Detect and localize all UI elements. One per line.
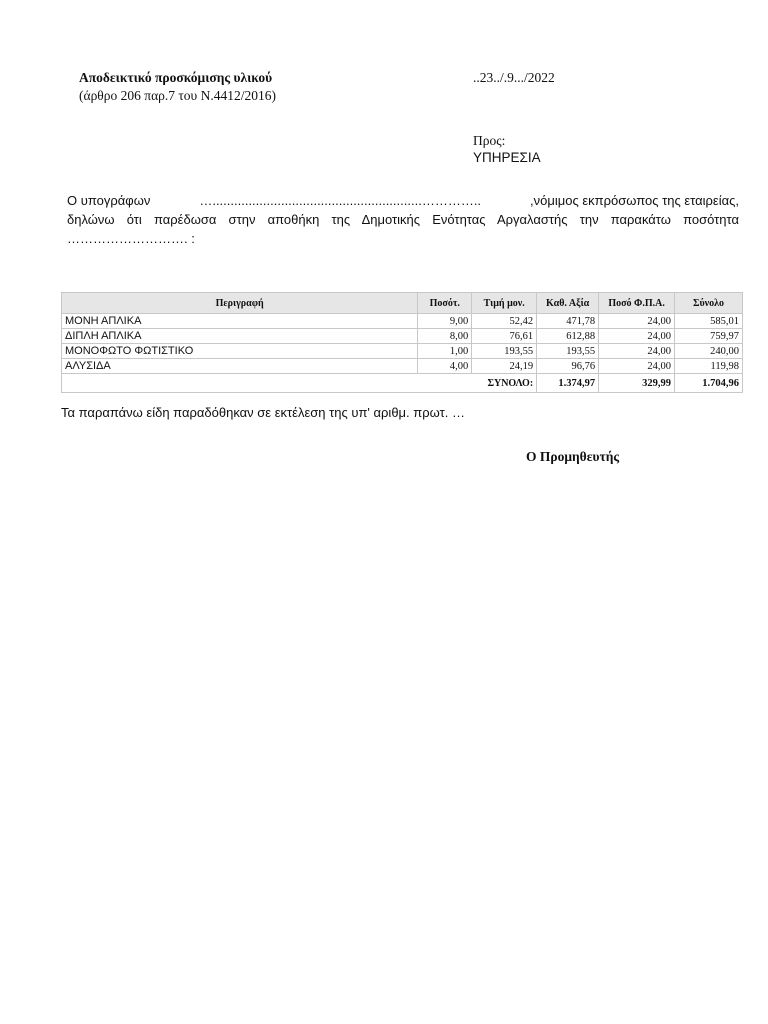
legal-reference: (άρθρο 206 παρ.7 του Ν.4412/2016) xyxy=(79,88,276,103)
header-vat: Ποσό Φ.Π.Α. xyxy=(599,293,675,314)
cell-total: 585,01 xyxy=(675,314,743,329)
cell-net-value: 96,76 xyxy=(537,359,599,374)
cell-total: 240,00 xyxy=(675,344,743,359)
table-row xyxy=(62,329,743,344)
declaration-quantity-blank: ………………………. : xyxy=(67,231,195,246)
cell-total: 759,97 xyxy=(675,329,743,344)
declaration-line-2 xyxy=(67,210,739,229)
cell-quantity: 8,00 xyxy=(418,329,472,344)
cell-total: 119,98 xyxy=(675,359,743,374)
cell-vat: 24,00 xyxy=(599,329,675,344)
header-total: Σύνολο xyxy=(675,293,743,314)
declaration-representative: ,νόμιμος εκπρόσωπος της εταιρείας, xyxy=(530,193,739,208)
totals-row xyxy=(62,374,743,393)
totals-spacer xyxy=(62,374,418,393)
cell-vat: 24,00 xyxy=(599,359,675,374)
recipient-value: ΥΠΗΡΕΣΙΑ xyxy=(473,150,541,165)
table-header-row xyxy=(62,293,743,314)
cell-quantity: 4,00 xyxy=(418,359,472,374)
recipient-label: Προς: xyxy=(473,133,506,148)
cell-unit-price: 193,55 xyxy=(472,344,537,359)
cell-net-value: 471,78 xyxy=(537,314,599,329)
cell-description: ΑΛΥΣΙΔΑ xyxy=(62,359,418,374)
cell-unit-price: 52,42 xyxy=(472,314,537,329)
cell-net-value: 612,88 xyxy=(537,329,599,344)
declaration-signer-label: Ο υπογράφων xyxy=(67,193,151,208)
totals-vat: 329,99 xyxy=(599,374,675,393)
cell-vat: 24,00 xyxy=(599,314,675,329)
cell-unit-price: 24,19 xyxy=(472,359,537,374)
declaration-signer-blank: …..........................................................………….. xyxy=(199,193,482,208)
totals-total: 1.704,96 xyxy=(675,374,743,393)
table-row xyxy=(62,344,743,359)
cell-description: ΜΟΝΗ ΑΠΛΙΚΑ xyxy=(62,314,418,329)
declaration-line-1 xyxy=(67,191,739,210)
cell-quantity: 1,00 xyxy=(418,344,472,359)
table-row xyxy=(62,314,743,329)
header-quantity: Ποσότ. xyxy=(418,293,472,314)
supplier-signature-label: Ο Προμηθευτής xyxy=(526,449,620,464)
totals-net-value: 1.374,97 xyxy=(537,374,599,393)
items-table xyxy=(61,292,743,393)
cell-description: ΔΙΠΛΗ ΑΠΛΙΚΑ xyxy=(62,329,418,344)
declaration-paragraph xyxy=(67,191,739,248)
declaration-line-3 xyxy=(67,229,739,248)
header-unit-price: Τιμή μον. xyxy=(472,293,537,314)
totals-label: ΣΥΝΟΛΟ: xyxy=(418,374,537,393)
declaration-statement: δηλώνω ότι παρέδωσα στην αποθήκη της Δημοτικής Ενότητας Αργαλαστής την παρακάτω ποσότητα xyxy=(67,212,739,227)
table-row xyxy=(62,359,743,374)
cell-net-value: 193,55 xyxy=(537,344,599,359)
cell-quantity: 9,00 xyxy=(418,314,472,329)
cell-description: ΜΟΝΟΦΩΤΟ ΦΩΤΙΣΤΙΚΟ xyxy=(62,344,418,359)
header-description: Περιγραφή xyxy=(62,293,418,314)
delivery-note: Τα παραπάνω είδη παραδόθηκαν σε εκτέλεση της υπ' αριθμ. πρωτ. … xyxy=(61,405,465,420)
header-net-value: Καθ. Αξία xyxy=(537,293,599,314)
document-title: Αποδεικτικό προσκόμισης υλικού xyxy=(79,70,273,85)
cell-unit-price: 76,61 xyxy=(472,329,537,344)
cell-vat: 24,00 xyxy=(599,344,675,359)
document-date: ..23../.9.../2022 xyxy=(473,70,555,85)
